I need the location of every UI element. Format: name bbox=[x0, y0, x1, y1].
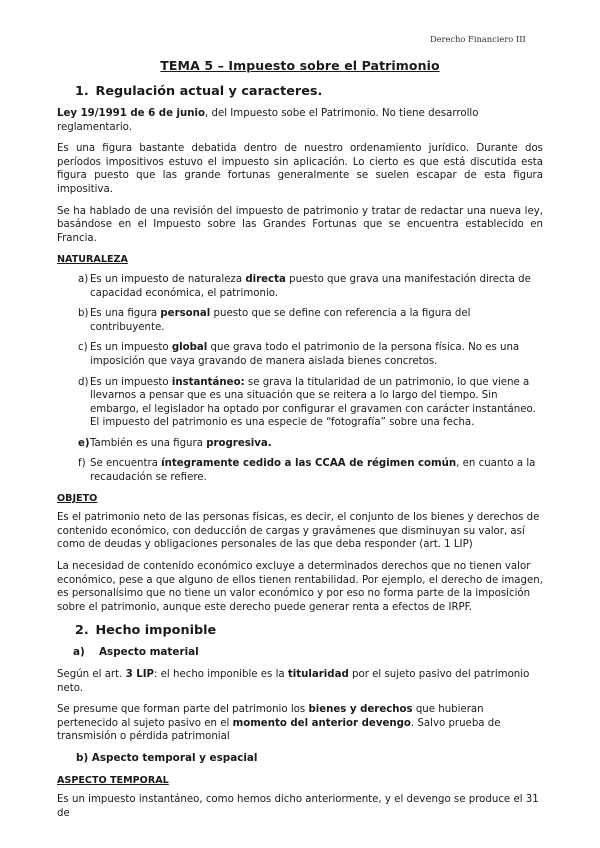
list-item-bold: directa bbox=[245, 273, 286, 285]
paragraph-bold: bienes y derechos bbox=[308, 704, 413, 716]
presuncion-paragraph bbox=[57, 703, 543, 744]
list-item bbox=[57, 457, 543, 484]
law-reference-paragraph bbox=[57, 107, 543, 134]
list-item-bold: global bbox=[171, 342, 208, 354]
section-1-title: Regulación actual y caracteres. bbox=[95, 84, 323, 99]
list-marker: d) bbox=[78, 376, 89, 388]
objeto-paragraph-2: La necesidad de contenido económico excluye a determinados derechos que no tienen valor económico, pese a que alguno de ellos tienen rentabilidad. Por ejemplo, el derecho de imagen, es personalísimo que no tiene un valor económico y por eso no forma parte de la imposición sobre el patrimonio, aunque este derecho puede generar renta a efectos de IRPF. bbox=[57, 561, 543, 613]
list-item-text: Es un impuesto bbox=[90, 342, 172, 354]
paragraph-text: que hubieran pertenecido al sujeto pasivo en el bbox=[57, 704, 484, 729]
law-reference-text: , del Impuesto sobe el Patrimonio. No tiene desarrollo reglamentario. bbox=[57, 108, 479, 133]
paragraph-text: Según el art. bbox=[57, 669, 126, 680]
list-item bbox=[57, 376, 543, 430]
list-item-bold: instantáneo: bbox=[171, 376, 245, 388]
list-item-text: Se encuentra bbox=[90, 458, 162, 470]
paragraph-text: . Salvo prueba de transmisión o pérdida patrimonial bbox=[57, 717, 501, 743]
list-item bbox=[57, 437, 543, 451]
paragraph-text: Se presume que forman parte del patrimonio los bbox=[57, 704, 309, 716]
aspecto-material-label: Aspecto material bbox=[99, 646, 199, 659]
document-content bbox=[57, 58, 543, 828]
list-item bbox=[57, 307, 543, 334]
paragraph-bold: momento del anterior devengo bbox=[232, 717, 411, 729]
list-marker: c) bbox=[78, 342, 88, 354]
section-2-title: Hecho imponible bbox=[95, 623, 217, 639]
header-note: Derecho Financiero III bbox=[430, 34, 526, 44]
section-1-heading bbox=[75, 83, 543, 100]
hecho-imponible-paragraph bbox=[57, 668, 543, 695]
objeto-label: OBJETO bbox=[57, 492, 98, 504]
list-item bbox=[57, 341, 543, 368]
debate-paragraph: Es una figura bastante debatida dentro de nuestro ordenamiento jurídico. Durante dos períodos impositivos estuvo el impuesto sin aplicación. Lo cierto es que está discutida esta figura puesto que las grande fortunas generalmente se suelen escapar de esta figura impositiva. bbox=[57, 143, 543, 195]
section-2-heading bbox=[75, 622, 543, 639]
list-item-text: que grava todo el patrimonio de la persona física. No es una imposición que vaya gravando de manera aislada bienes concretos. bbox=[90, 342, 520, 367]
list-item-text: puesto que grava una manifestación directa de capacidad económica, el patrimonio. bbox=[90, 273, 531, 299]
naturaleza-label: NATURALEZA bbox=[57, 254, 128, 266]
list-item-text: Es un impuesto de naturaleza bbox=[90, 273, 246, 285]
list-item-text: También es una figura bbox=[90, 437, 207, 449]
list-marker: b) bbox=[78, 308, 89, 320]
list-item-text: Es un impuesto bbox=[90, 376, 172, 388]
list-item-bold: personal bbox=[160, 308, 211, 320]
list-marker: a) bbox=[78, 273, 89, 285]
objeto-paragraph-1: Es el patrimonio neto de las personas físicas, es decir, el conjunto de los bienes y derechos de contenido económico, con deducción de cargas y gravámenes que disminuyan su valor, así como de deudas y obligaciones personales de las que deba responder (art. 1 LIP) bbox=[57, 512, 540, 551]
list-item-text: se grava la titularidad de un patrimonio, lo que viene a llevarnos a pensar que es una situación que se reitera a lo largo del tiempo. Sin embargo, el legislador ha optado por configurar el gravamen con carácter instantáneo. El impuesto del patrimonio es una especie de “fotografía” sobre una fecha. bbox=[90, 376, 536, 429]
section-1-number: 1. bbox=[75, 84, 89, 99]
aspecto-temporal-heading: b) Aspecto temporal y espacial bbox=[76, 751, 258, 764]
list-item-bold: progresiva. bbox=[206, 437, 272, 449]
list-item bbox=[57, 273, 543, 300]
list-item-text: puesto que se define con referencia a la figura del contribuyente. bbox=[90, 308, 471, 333]
paragraph-text: por el sujeto pasivo del patrimonio neto. bbox=[57, 669, 530, 694]
list-marker: e) bbox=[78, 437, 90, 449]
law-reference-bold: Ley 19/1991 de 6 de junio bbox=[57, 108, 206, 119]
list-marker: f) bbox=[78, 458, 86, 470]
list-item-text: Es una figura bbox=[90, 308, 161, 320]
devengo-paragraph: Es un impuesto instantáneo, como hemos dicho anteriormente, y el devengo se produce el 31 de bbox=[57, 794, 539, 819]
list-item-bold: íntegramente cedido a las CCAA de régimen común bbox=[161, 458, 457, 470]
paragraph-bold: 3 LIP bbox=[125, 669, 154, 680]
document-title: TEMA 5 – Impuesto sobre el Patrimonio bbox=[160, 58, 440, 73]
list-item-text: , en cuanto a la recaudación se refiere. bbox=[90, 458, 536, 484]
paragraph-bold: titularidad bbox=[287, 669, 349, 680]
naturaleza-list bbox=[57, 273, 543, 485]
aspecto-material-marker: a) bbox=[73, 646, 85, 659]
aspecto-temporal-label: ASPECTO TEMPORAL bbox=[57, 774, 169, 786]
aspecto-material-heading bbox=[73, 646, 543, 660]
paragraph-text: : el hecho imponible es la bbox=[153, 669, 288, 680]
revision-paragraph: Se ha hablado de una revisión del impuesto de patrimonio y tratar de redactar una nueva ley, basándose en el Impuesto sobre las Grandes Fortunas que se encuentra establecido en Francia. bbox=[57, 205, 543, 244]
section-2-number: 2. bbox=[75, 623, 89, 639]
